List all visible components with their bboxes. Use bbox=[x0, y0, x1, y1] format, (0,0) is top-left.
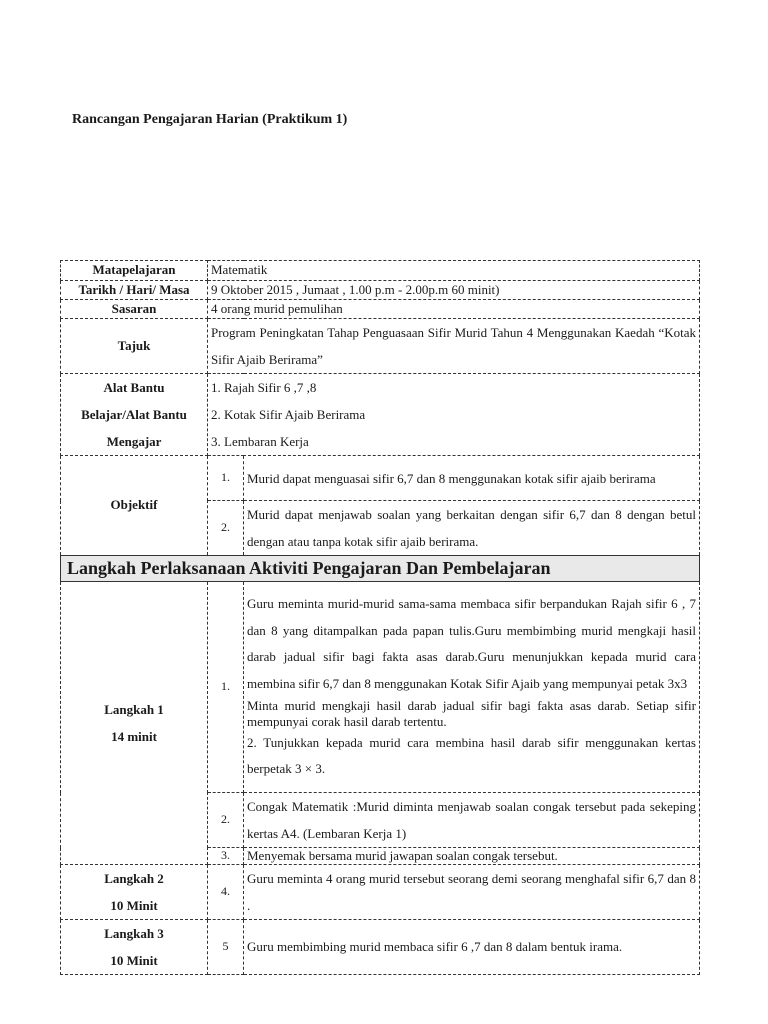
alat-bantu-item: 1. Rajah Sifir 6 ,7 ,8 bbox=[211, 380, 317, 395]
label-alat-bantu bbox=[61, 374, 208, 456]
value-tarikh: 9 Oktober 2015 , Jumaat , 1.00 p.m - 2.00p.m 60 minit) bbox=[208, 281, 700, 300]
label-objektif: Objektif bbox=[61, 456, 208, 556]
label-alat-bantu-line1: Alat Bantu bbox=[103, 380, 165, 395]
row-tarikh bbox=[61, 281, 700, 300]
value-matapelajaran: Matematik bbox=[208, 261, 700, 281]
step-text: Congak Matematik :Murid diminta menjawab soalan congak tersebut pada sekeping kertas A4. (Lembaran Kerja 1) bbox=[244, 793, 700, 848]
row-tajuk bbox=[61, 319, 700, 374]
objektif-num: 1. bbox=[208, 456, 244, 501]
objektif-text: Murid dapat menjawab soalan yang berkaitan dengan sifir 6,7 dan 8 dengan betul dengan atau tanpa kotak sifir ajaib berirama. bbox=[244, 501, 700, 556]
step-num: 3. bbox=[208, 848, 244, 865]
section-heading-row bbox=[61, 556, 700, 582]
step-paragraph: Guru meminta murid-murid sama-sama membaca sifir berpandukan Rajah sifir 6 , 7 dan 8 yang ditampalkan pada papan tulis.Guru membimbing murid mengkaji hasil darab jadual sifir bagi fakta asas darab.Guru menunjukkan kepada murid cara membina sifir 6,7 dan 8 menggunakan Kotak Sifir Ajaib yang mempunyai petak 3x3 bbox=[247, 596, 696, 691]
row-langkah3 bbox=[61, 920, 700, 975]
step-label: Langkah 1 bbox=[104, 702, 164, 717]
value-sasaran: 4 orang murid pemulihan bbox=[208, 300, 700, 319]
step-num: 2. bbox=[208, 793, 244, 848]
row-sasaran bbox=[61, 300, 700, 319]
lesson-plan-table bbox=[60, 260, 700, 975]
step-num: 4. bbox=[208, 865, 244, 920]
step-num: 1. bbox=[208, 582, 244, 793]
step-label: Langkah 2 bbox=[104, 871, 164, 886]
objektif-text: Murid dapat menguasai sifir 6,7 dan 8 menggunakan kotak sifir ajaib berirama bbox=[244, 456, 700, 501]
row-langkah2 bbox=[61, 865, 700, 920]
label-tarikh: Tarikh / Hari/ Masa bbox=[61, 281, 208, 300]
alat-bantu-item: 2. Kotak Sifir Ajaib Berirama bbox=[211, 407, 366, 422]
section-heading: Langkah Perlaksanaan Aktiviti Pengajaran Dan Pembelajaran bbox=[61, 556, 700, 582]
row-objektif-1 bbox=[61, 456, 700, 501]
alat-bantu-item: 3. Lembaran Kerja bbox=[211, 434, 309, 449]
value-alat-bantu bbox=[208, 374, 700, 456]
step-time: 14 minit bbox=[111, 729, 157, 744]
step-num: 5 bbox=[208, 920, 244, 975]
row-langkah1-1 bbox=[61, 582, 700, 793]
step-paragraph: Minta murid mengkaji hasil darab jadual sifir bagi fakta asas darab. Setiap sifir mempunyai corak hasil darab tertentu. bbox=[247, 697, 696, 729]
step-text: Guru membimbing murid membaca sifir 6 ,7 dan 8 dalam bentuk irama. bbox=[244, 920, 700, 975]
step-paragraph: 2. Tunjukkan kepada murid cara membina hasil darab sifir menggunakan kertas berpetak 3 × 3. bbox=[247, 734, 696, 777]
label-alat-bantu-line3: Mengajar bbox=[106, 434, 162, 449]
label-alat-bantu-line2: Belajar/Alat Bantu bbox=[81, 407, 187, 422]
document-title: Rancangan Pengajaran Harian (Praktikum 1) bbox=[72, 112, 348, 127]
value-tajuk: Program Peningkatan Tahap Penguasaan Sifir Murid Tahun 4 Menggunakan Kaedah “Kotak Sifir Ajaib Berirama” bbox=[208, 319, 700, 374]
objektif-num: 2. bbox=[208, 501, 244, 556]
label-matapelajaran: Matapelajaran bbox=[61, 261, 208, 281]
step-label: Langkah 3 bbox=[104, 926, 164, 941]
step-time: 10 Minit bbox=[110, 953, 158, 968]
label-langkah1 bbox=[61, 582, 208, 865]
row-matapelajaran bbox=[61, 261, 700, 281]
label-langkah2 bbox=[61, 865, 208, 920]
label-langkah3 bbox=[61, 920, 208, 975]
label-sasaran: Sasaran bbox=[61, 300, 208, 319]
label-tajuk: Tajuk bbox=[61, 319, 208, 374]
step-time: 10 Minit bbox=[110, 898, 158, 913]
step-text bbox=[244, 582, 700, 793]
step-text: Menyemak bersama murid jawapan soalan congak tersebut. bbox=[244, 848, 700, 865]
row-alat-bantu bbox=[61, 374, 700, 456]
step-text: Guru meminta 4 orang murid tersebut seorang demi seorang menghafal sifir 6,7 dan 8 . bbox=[244, 865, 700, 920]
